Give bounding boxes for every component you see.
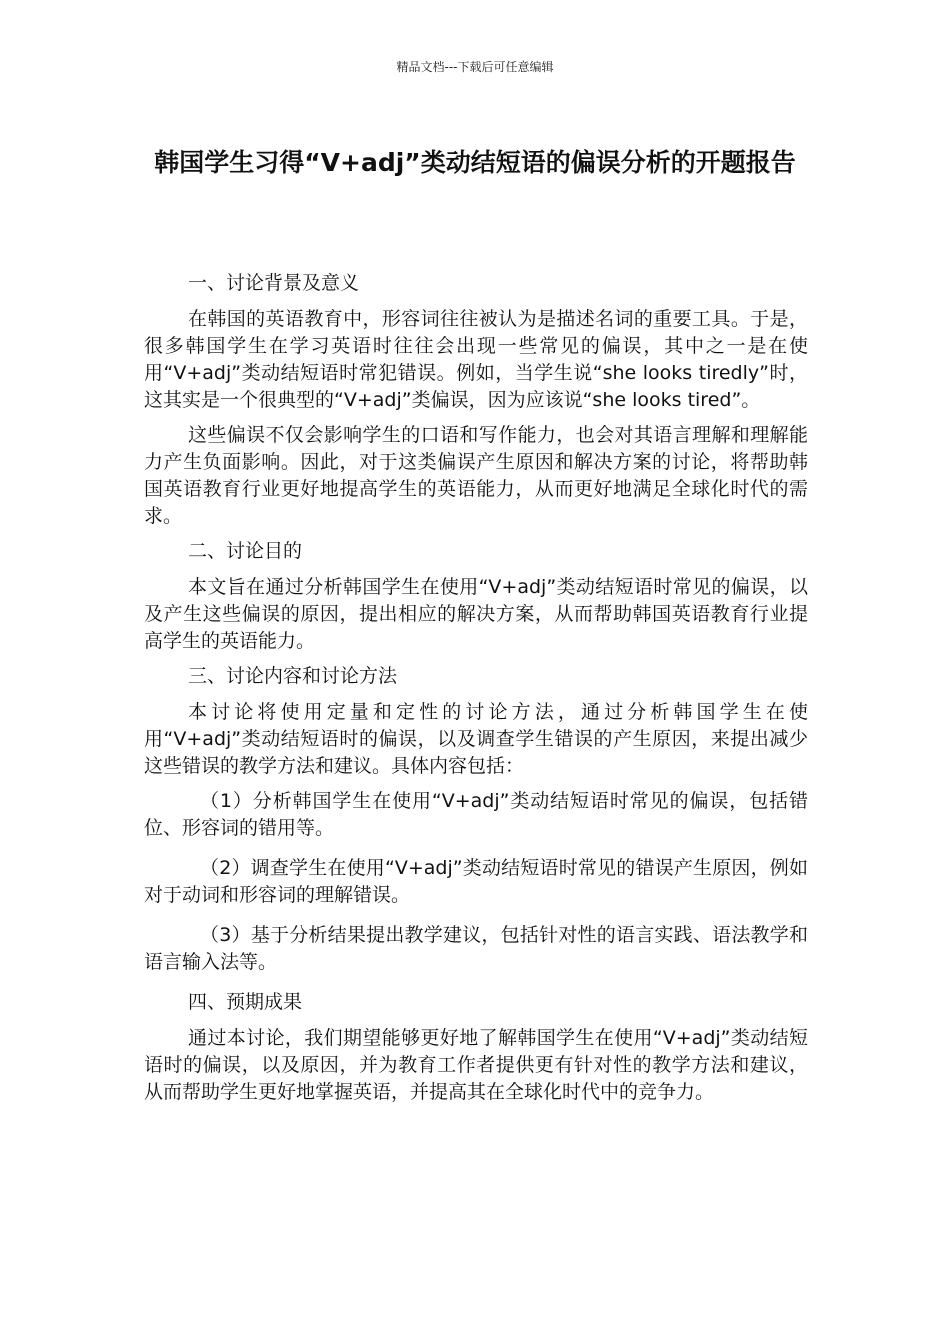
- paragraph: 本讨论将使用定量和定性的讨论方法，通过分析韩国学生在使用“V+adj”类动结短语时的偏误，以及调查学生错误的产生原因，来提出减少这些错误的教学方法和建议。具体内容包括：: [144, 701, 808, 777]
- list-item: （2）调查学生在使用“V+adj”类动结短语时常见的错误产生原因，例如对于动词和形容词的理解错误。: [144, 857, 808, 906]
- header-note: 精品文档---下载后可任意编辑: [396, 60, 554, 74]
- paragraph: 这些偏误不仅会影响学生的口语和写作能力，也会对其语言理解和理解能力产生负面影响。因此，对于这类偏误产生原因和解决方案的讨论，将帮助韩国英语教育行业更好地提高学生的英语能力，从而更好地满足全球化时代的需求。: [144, 424, 808, 527]
- list-item: （3）基于分析结果提出教学建议，包括针对性的语言实践、语法教学和语言输入法等。: [144, 924, 808, 973]
- paragraph: 通过本讨论，我们期望能够更好地了解韩国学生在使用“V+adj”类动结短语时的偏误，以及原因，并为教育工作者提供更有针对性的教学方法和建议，从而帮助学生更好地掌握英语，并提高其在全球化时代中的竞争力。: [144, 1027, 808, 1103]
- paragraph: 本文旨在通过分析韩国学生在使用“V+adj”类动结短语时常见的偏误，以及产生这些偏误的原因，提出相应的解决方案，从而帮助韩国英语教育行业提高学生的英语能力。: [144, 576, 808, 652]
- list-item: （1）分析韩国学生在使用“V+adj”类动结短语时常见的偏误，包括错位、形容词的错用等。: [144, 790, 808, 839]
- document-body: [144, 270, 808, 1114]
- section-heading: 三、讨论内容和讨论方法: [188, 665, 398, 687]
- section-heading: 一、讨论背景及意义: [188, 272, 360, 294]
- document-title: 韩国学生习得“V+adj”类动结短语的偏误分析的开题报告: [154, 148, 796, 177]
- section-heading: 四、预期成果: [188, 991, 303, 1013]
- section-heading: 二、讨论目的: [188, 540, 303, 562]
- paragraph: 在韩国的英语教育中，形容词往往被认为是描述名词的重要工具。于是，很多韩国学生在学习英语时往往会出现一些常见的偏误，其中之一是在使用“V+adj”类动结短语时常犯错误。例如，当学生说“she looks tiredly”时，这其实是一个很典型的“V+adj”类偏误，因为应该说“she looks tired”。: [144, 308, 808, 411]
